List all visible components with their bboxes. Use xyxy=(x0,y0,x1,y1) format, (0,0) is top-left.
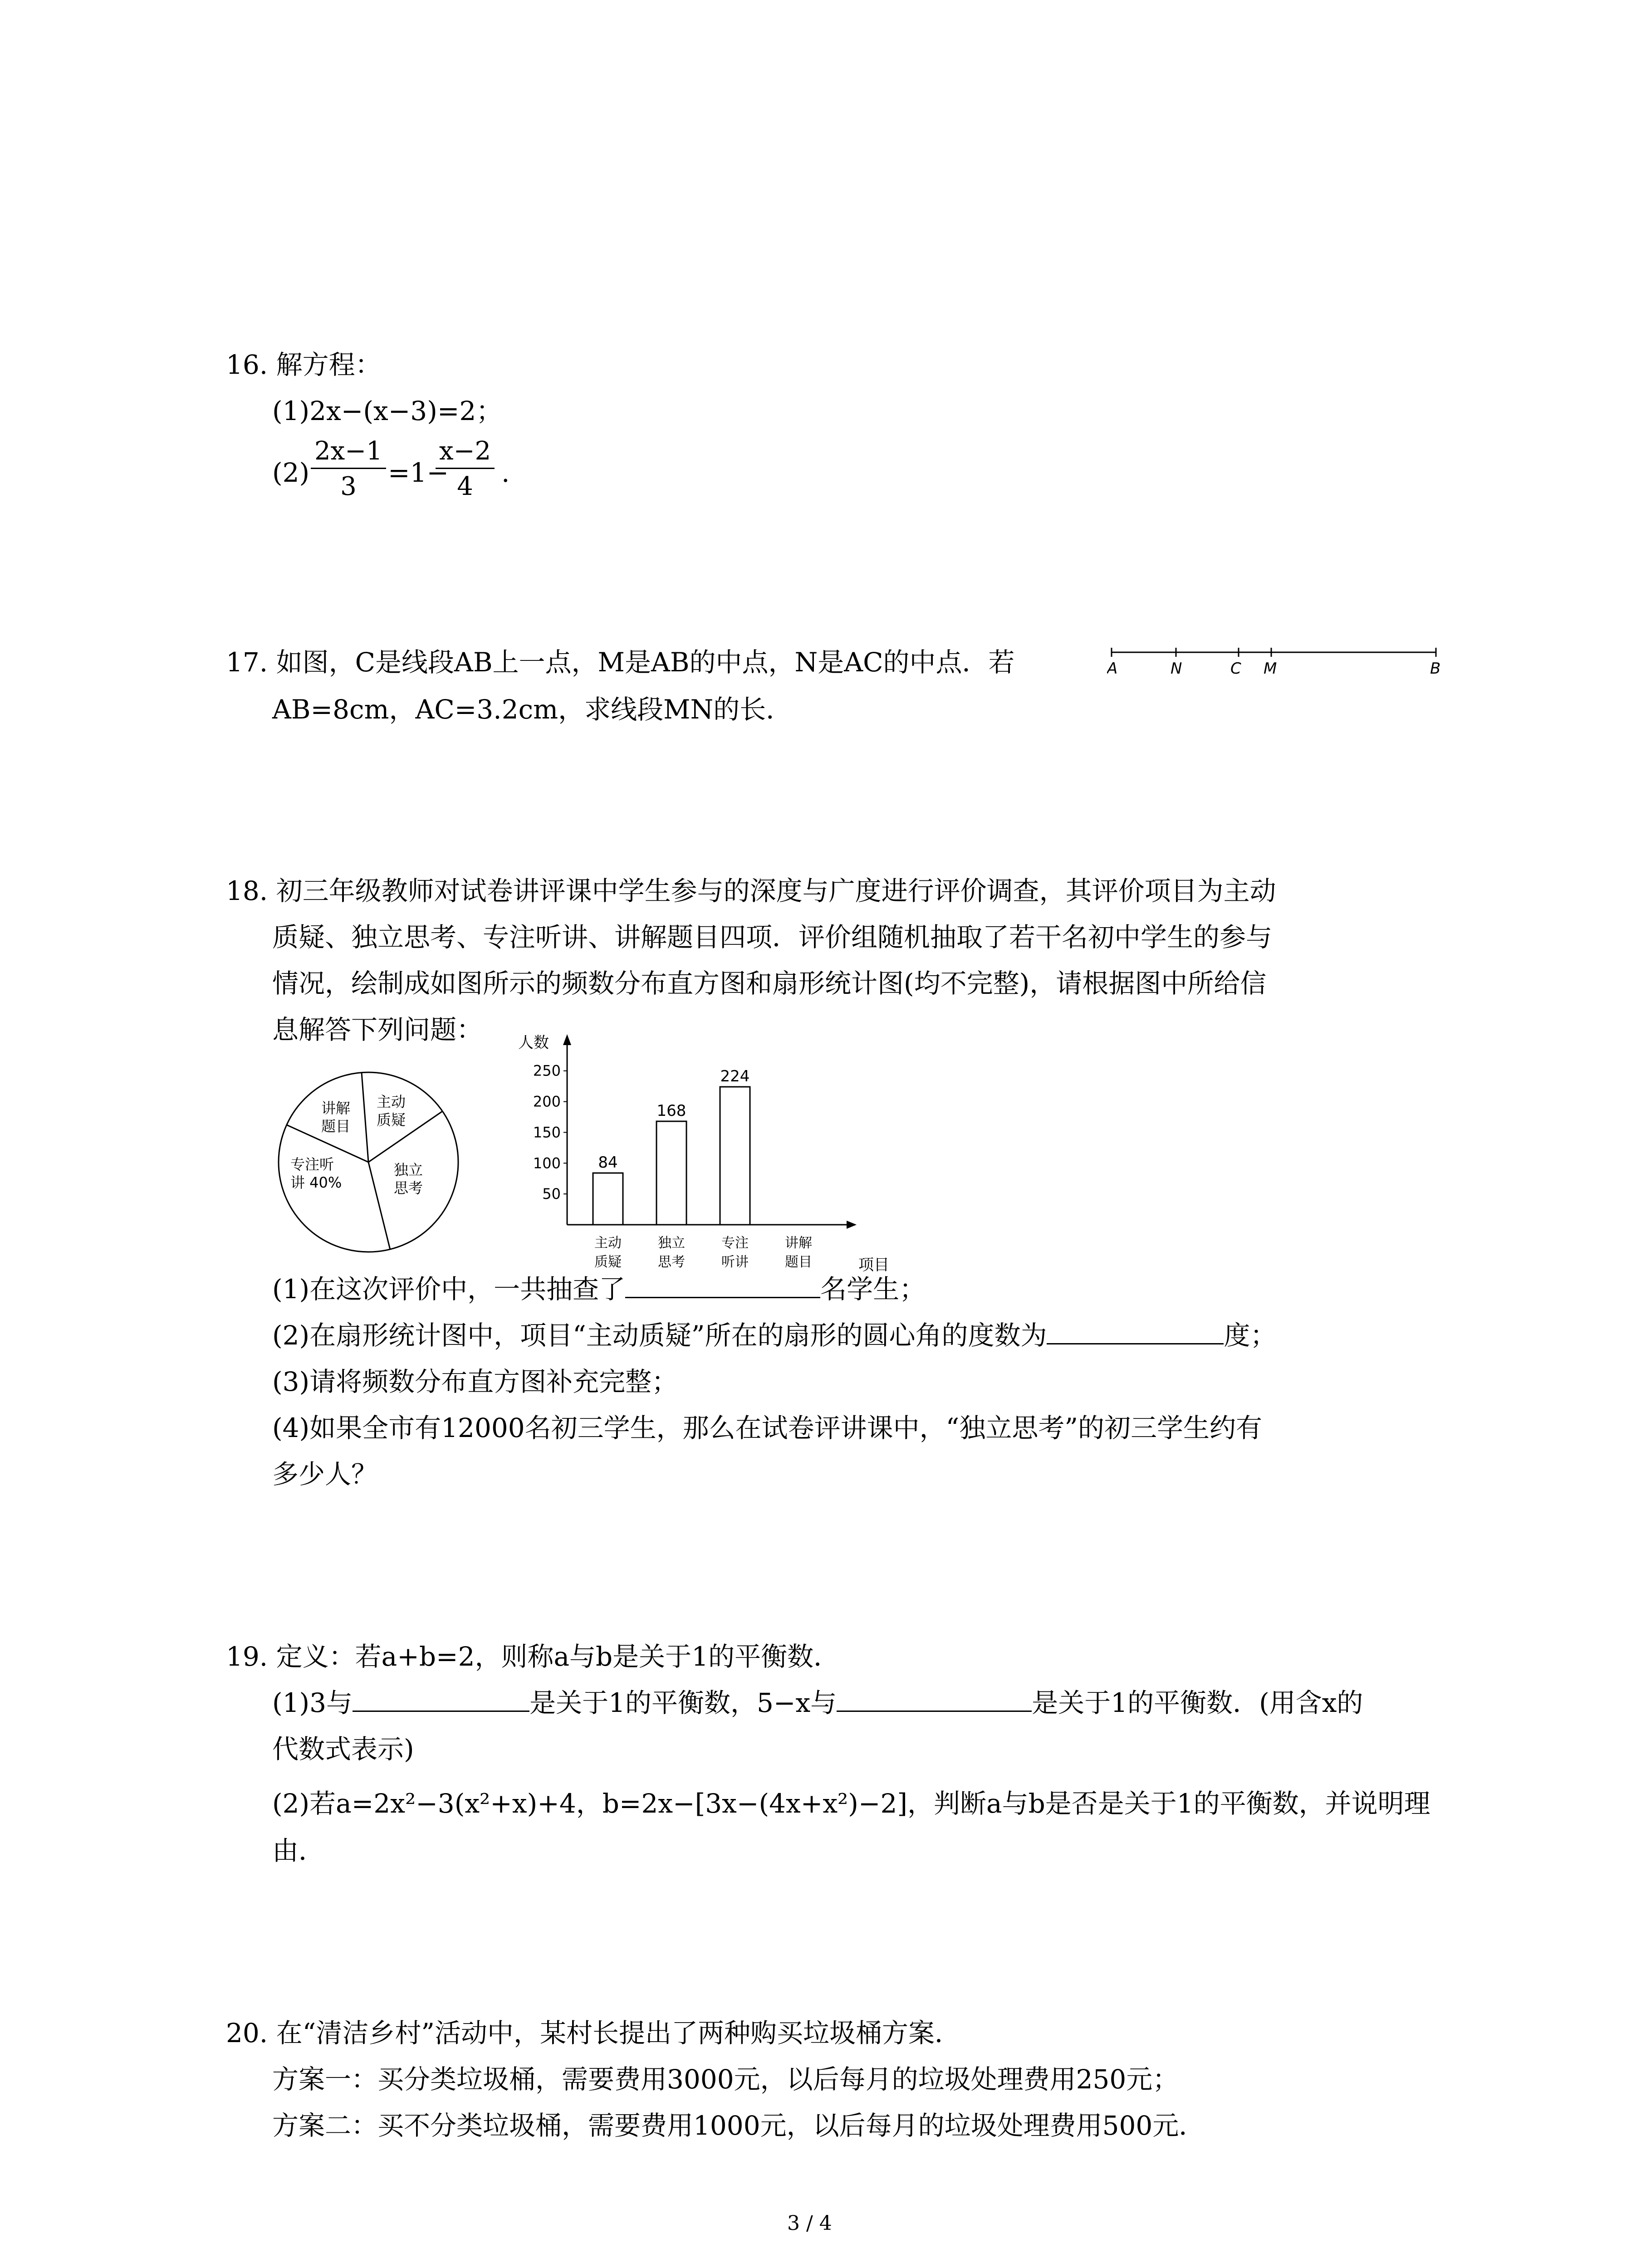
answer-blank-balance-x[interactable] xyxy=(837,1688,1032,1712)
pie-label-zhudong-1: 主动 xyxy=(377,1093,406,1110)
q16-label: 16. 解方程： xyxy=(226,349,382,380)
x-tick-label: 思考 xyxy=(658,1254,685,1270)
fraction-denominator: 3 xyxy=(340,472,357,501)
bar-value-label: 224 xyxy=(720,1067,750,1085)
q19-sub1 xyxy=(272,1687,1363,1719)
q16-fraction-1 xyxy=(311,436,386,501)
q18-sub1 xyxy=(272,1274,926,1305)
q16-fraction-2 xyxy=(436,436,495,501)
pie-label-duli-2: 思考 xyxy=(394,1179,423,1197)
q19-sub1-text-b: 是关于1的平衡数，5−x与 xyxy=(529,1687,837,1718)
q18-line2: 质疑、独立思考、专注听讲、讲解题目四项．评价组随机抽取了若干名初中学生的参与 xyxy=(272,922,1273,953)
label-n: N xyxy=(1171,660,1182,678)
label-a: A xyxy=(1107,660,1118,678)
q20-line2: 方案一：买分类垃圾桶，需要费用3000元，以后每月的垃圾处理费用250元； xyxy=(272,2064,1179,2095)
q18-sub1-text-b: 名学生； xyxy=(820,1274,926,1305)
q18-sub2-text-a: (2)在扇形统计图中，项目“主动质疑”所在的扇形的圆心角的度数为 xyxy=(272,1320,1047,1351)
q19-sub1-text-a: (1)3与 xyxy=(272,1687,353,1718)
y-tick-label: 250 xyxy=(533,1062,561,1080)
y-tick-label: 150 xyxy=(533,1124,561,1141)
segment-figure xyxy=(1107,635,1443,680)
label-m: M xyxy=(1264,660,1277,678)
q19-sub1-text-c: 是关于1的平衡数．(用含x的 xyxy=(1032,1687,1363,1718)
q20-line1: 20. 在“清洁乡村”活动中，某村长提出了两种购买垃圾桶方案． xyxy=(226,2018,961,2048)
x-tick-label: 讲解 xyxy=(785,1235,812,1251)
fraction-denominator: 4 xyxy=(457,472,473,501)
fraction-numerator: x−2 xyxy=(436,436,495,469)
bar-value-label: 168 xyxy=(656,1102,686,1120)
q18-sub1-text-a: (1)在这次评价中，一共抽查了 xyxy=(272,1274,626,1305)
q19-sub1-line2: 代数式表示) xyxy=(272,1734,414,1765)
q18-sub4-line1: (4)如果全市有12000名初三学生，那么在试卷评讲课中，“独立思考”的初三学生约有 xyxy=(272,1413,1262,1443)
q18-line4: 息解答下列问题： xyxy=(272,1014,483,1045)
y-tick-label: 200 xyxy=(533,1093,561,1110)
q17-line1: 17. 如图，C是线段AB上一点，M是AB的中点，N是AC的中点．若 xyxy=(226,647,1015,678)
q17-line2: AB=8cm，AC=3.2cm，求线段MN的长． xyxy=(272,694,793,725)
pie-label-zhuanzhu-1: 专注听 xyxy=(290,1156,334,1173)
pie-label-jiangjie-2: 题目 xyxy=(321,1118,351,1135)
bar-chart xyxy=(508,1030,916,1284)
q18-sub2-text-b: 度； xyxy=(1224,1320,1277,1351)
q16-part1: (1)2x−(x−3)=2； xyxy=(272,396,503,426)
x-tick-label: 听讲 xyxy=(721,1254,749,1270)
q18-sub3: (3)请将频数分布直方图补充完整； xyxy=(272,1366,678,1397)
bar xyxy=(593,1173,623,1225)
q16-part2-prefix: (2) xyxy=(272,457,310,488)
q18-sub2 xyxy=(272,1320,1276,1352)
bar-value-label: 84 xyxy=(598,1154,618,1172)
x-axis-arrow xyxy=(847,1221,857,1229)
q18-line1: 18. 初三年级教师对试卷讲评课中学生参与的深度与广度进行评价调查，其评价项目为主动 xyxy=(226,875,1276,906)
pie-label-zhuanzhu-2: 讲 40% xyxy=(290,1174,342,1191)
y-axis-label: 人数 xyxy=(518,1034,549,1052)
pie-chart xyxy=(272,1066,472,1266)
pie-label-zhudong-2: 质疑 xyxy=(377,1111,406,1129)
answer-blank-angle[interactable] xyxy=(1047,1320,1224,1344)
q19-line1: 19. 定义：若a+b=2，则称a与b是关于1的平衡数． xyxy=(226,1641,840,1672)
y-tick-label: 50 xyxy=(542,1185,561,1203)
pie-label-jiangjie-1: 讲解 xyxy=(321,1100,351,1117)
label-c: C xyxy=(1230,660,1241,678)
q18-sub4-line2: 多少人？ xyxy=(272,1459,378,1490)
q19-sub2-line2: 由． xyxy=(272,1835,325,1866)
bar xyxy=(656,1121,686,1225)
answer-blank-students[interactable] xyxy=(625,1274,820,1298)
page-number: 3 / 4 xyxy=(787,2212,832,2235)
pie-label-duli-1: 独立 xyxy=(394,1161,423,1178)
bar xyxy=(720,1087,750,1225)
x-axis-label: 项目 xyxy=(858,1256,889,1274)
fraction-numerator: 2x−1 xyxy=(311,436,386,469)
answer-blank-balance-3[interactable] xyxy=(353,1688,529,1712)
label-b: B xyxy=(1430,660,1441,678)
y-tick-label: 100 xyxy=(533,1154,561,1172)
x-tick-label: 主动 xyxy=(594,1235,622,1251)
x-tick-label: 质疑 xyxy=(594,1254,622,1270)
q19-sub2-line1: (2)若a=2x²−3(x²+x)+4，b=2x−[3x−(4x+x²)−2]，判断a与b是否是关于1的平衡数，并说明理 xyxy=(272,1788,1430,1819)
x-tick-label: 专注 xyxy=(721,1235,749,1251)
q16-equation-middle: =1− xyxy=(388,457,449,488)
q18-line3: 情况，绘制成如图所示的频数分布直方图和扇形统计图(均不完整)，请根据图中所给信 xyxy=(272,968,1267,999)
x-tick-label: 独立 xyxy=(658,1235,685,1251)
q20-line3: 方案二：买不分类垃圾桶，需要费用1000元，以后每月的垃圾处理费用500元． xyxy=(272,2110,1205,2141)
q16-part2-suffix: . xyxy=(501,457,510,488)
y-axis-arrow xyxy=(563,1034,571,1045)
x-tick-label: 题目 xyxy=(785,1254,812,1270)
